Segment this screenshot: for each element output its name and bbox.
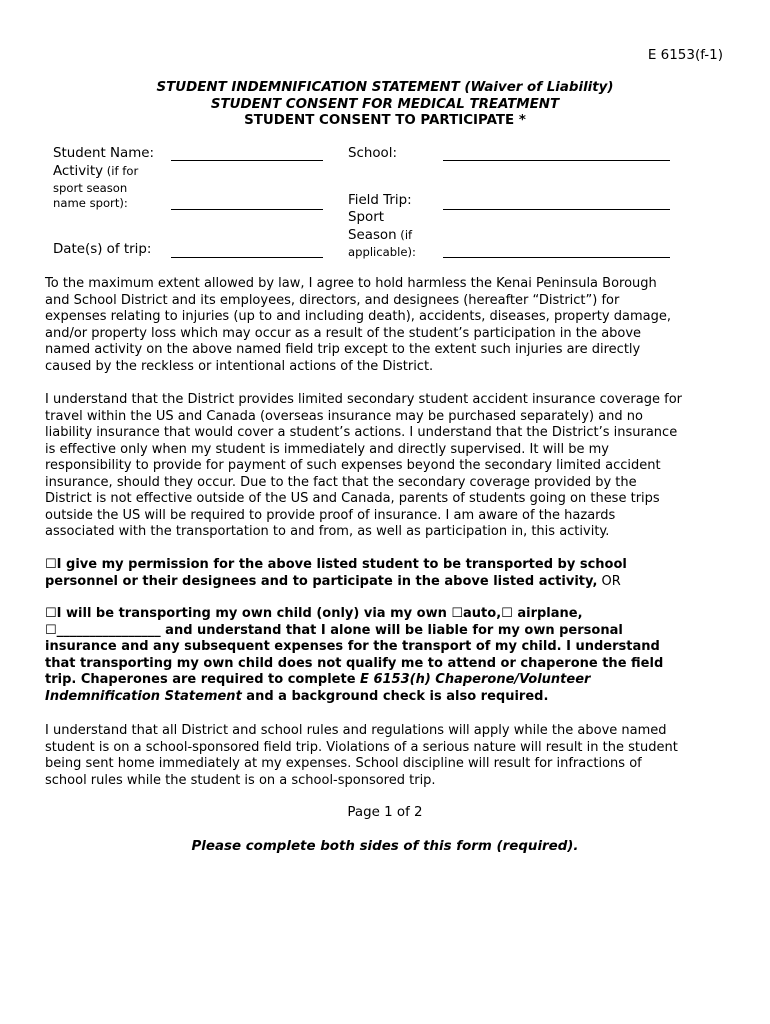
text-line: expenses relating to injuries (up to and including death), accidents, diseases, property damage, — [45, 309, 671, 324]
student-name-label: Student Name: — [53, 146, 154, 161]
text-line: responsibility to provide for payment of such expenses beyond the secondary limited accident — [45, 458, 661, 473]
text-line: and School District and its employees, directors, and designees (hereafter “District”) for — [45, 292, 620, 308]
field-trip-label: Field Trip: — [348, 193, 412, 208]
title-indemnification — [0, 80, 770, 97]
text-line — [45, 672, 735, 689]
indemnification-ref: Indemnification Statement — [45, 688, 242, 704]
own-transport-checkbox[interactable]: ☐ — [45, 606, 57, 621]
title-participation-consent: STUDENT CONSENT TO PARTICIPATE * — [244, 113, 526, 128]
permission-text-2: personnel or their designees and to participate in the above listed activity, — [45, 573, 598, 589]
background-check-text: and a background check is also required. — [241, 688, 549, 704]
or-text: OR — [597, 573, 621, 589]
season-label-text: Season — [348, 228, 397, 243]
rules-paragraph — [45, 723, 735, 789]
title-medical-consent: STUDENT CONSENT FOR MEDICAL TREATMENT — [210, 96, 560, 112]
page-number: Page 1 of 2 — [347, 805, 423, 820]
own-transport-option — [45, 606, 735, 705]
sport-label: Sport — [348, 210, 384, 225]
sport-season-field[interactable] — [443, 257, 670, 258]
hold-harmless-paragraph — [45, 276, 735, 375]
permission-text: I give my permission for the above listed student to be transported by school — [56, 557, 627, 572]
text-line: student is on a school-sponsored field trip. Violations of a serious nature will result in the student — [45, 739, 678, 755]
text-line: insurance, should they occur. Due to the fact that the secondary coverage provided by the — [45, 474, 637, 490]
text-line — [45, 606, 735, 623]
airplane-label: airplane, — [512, 606, 583, 621]
text-line: I understand that the District provides limited secondary student accident insurance coverage for — [45, 392, 682, 407]
text-line: associated with the transportation to and from, as well as participation in, this activity. — [45, 524, 610, 539]
activity-note-2: sport season — [53, 181, 128, 195]
chaperone-form-ref: E 6153(h) Chaperone/Volunteer — [360, 672, 591, 687]
text-line — [45, 574, 735, 591]
title-1-main: STUDENT INDEMNIFICATION STATEMENT — [156, 80, 460, 95]
school-label: School: — [348, 146, 397, 161]
text-line — [45, 557, 735, 574]
own-transport-text: I will be transporting my own child (only) via my own — [56, 606, 452, 621]
text-line: being sent home immediately at my expenses. School discipline will result for infractions of — [45, 756, 642, 771]
activity-label — [53, 163, 138, 181]
dates-field[interactable] — [171, 257, 323, 258]
activity-note-3: name sport): — [53, 196, 128, 210]
text-line: is effective only when my student is immediately and directly supervised. It will be my — [45, 441, 609, 457]
text-line — [45, 623, 735, 640]
text-line: and/or property loss which may occur as a result of the student’s participation in the above — [45, 325, 642, 341]
field-trip-field[interactable] — [443, 209, 670, 210]
permission-option — [45, 557, 735, 590]
other-transport-checkbox[interactable]: ☐ — [45, 622, 57, 638]
school-field[interactable] — [443, 160, 670, 161]
text-line: outside the US will be required to provide proof of insurance. I am aware of the hazards — [45, 507, 616, 523]
text-line: insurance and any subsequent expenses for the transport of my child. I understand — [45, 639, 660, 654]
text-line — [45, 689, 735, 706]
text-line: To the maximum extent allowed by law, I agree to hold harmless the Kenai Peninsula Borough — [45, 276, 657, 291]
season-note-2: applicable): — [348, 245, 416, 259]
title-block — [0, 80, 770, 130]
text-line: liability insurance that would cover a student’s actions. I understand that the District’s insurance — [45, 425, 678, 440]
insurance-paragraph — [45, 392, 735, 541]
text-line: I understand that all District and school rules and regulations will apply while the above named — [45, 723, 667, 738]
form-code: E 6153(f-1) — [647, 47, 723, 63]
permission-checkbox[interactable]: ☐ — [45, 557, 57, 572]
text-line: caused by the reckless or intentional actions of the District. — [45, 358, 434, 374]
auto-label: auto, — [463, 606, 502, 621]
chaperone-text: trip. Chaperones are required to complete — [45, 672, 361, 687]
text-line: travel within the US and Canada (overseas insurance may be purchased separately) and no — [45, 408, 643, 424]
activity-label-text: Activity — [53, 164, 104, 179]
other-transport-text: ________________ and understand that I alone will be liable for my own personal — [56, 622, 623, 638]
student-name-field[interactable] — [171, 160, 323, 161]
activity-field[interactable] — [171, 209, 323, 210]
text-line: school rules while the student is on a school-sponsored trip. — [45, 772, 436, 788]
activity-note: (if for — [103, 164, 139, 178]
season-note: (if — [396, 228, 413, 242]
text-line: named activity on the above named field trip except to the extent such injuries are directly — [45, 342, 641, 357]
auto-checkbox[interactable]: ☐ — [451, 606, 464, 621]
title-1-tail: (Waiver of Liability) — [459, 80, 614, 95]
text-line: that transporting my own child does not qualify me to attend or chaperone the field — [45, 655, 664, 671]
complete-both-sides-note: Please complete both sides of this form (required). — [191, 839, 579, 854]
text-line: District is not effective outside of the US and Canada, parents of students going on these trips — [45, 491, 660, 506]
season-label — [348, 227, 412, 245]
airplane-checkbox[interactable]: ☐ — [501, 606, 513, 621]
dates-label: Date(s) of trip: — [53, 242, 152, 257]
